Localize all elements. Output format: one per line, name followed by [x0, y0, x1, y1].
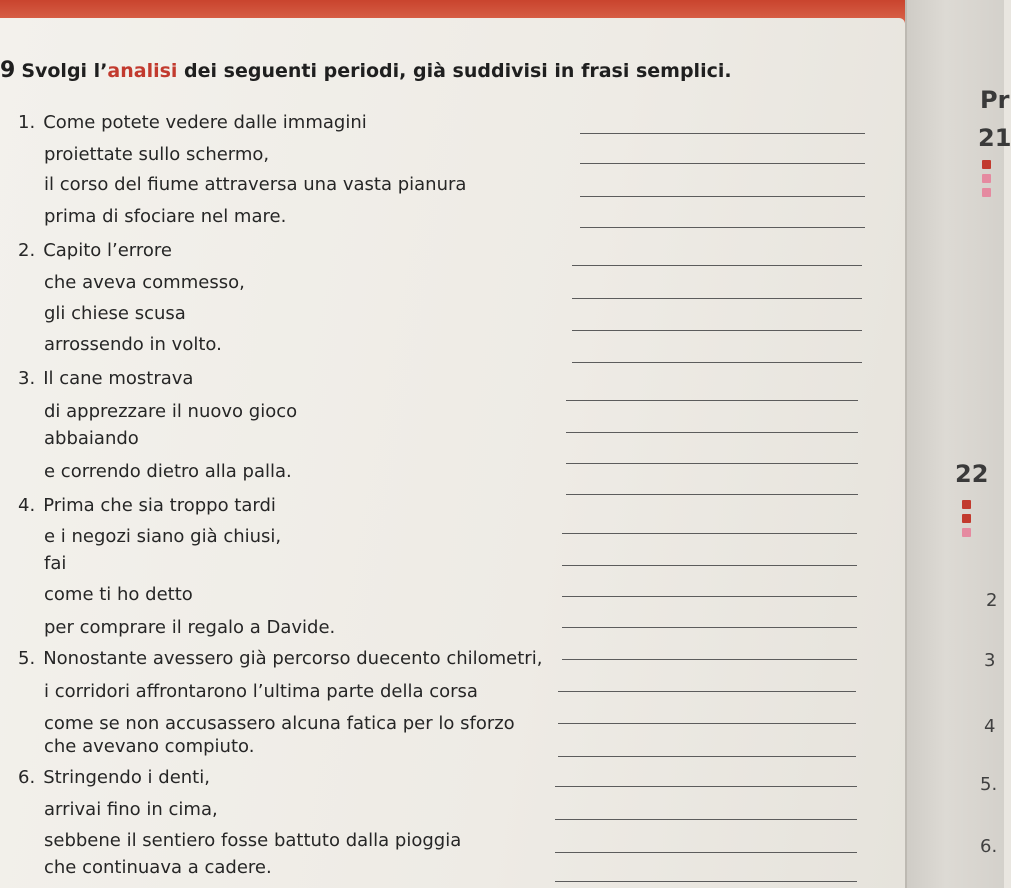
answer-blank[interactable]: [572, 330, 862, 331]
answer-blank[interactable]: [580, 163, 865, 164]
margin-label-4: 4: [984, 716, 996, 737]
answer-blank[interactable]: [562, 565, 857, 566]
item-4-line-1: 4. Prima che sia troppo tardi: [18, 495, 276, 516]
item-6-line-2: arrivai fino in cima,: [44, 799, 218, 820]
item-2-line-4: arrossendo in volto.: [44, 334, 222, 355]
item-4-line-3: fai: [44, 553, 67, 574]
item-1-line-3: il corso del fiume attraversa una vasta pianura: [44, 174, 467, 195]
marker-square: [962, 514, 971, 523]
item-number: 1.: [18, 112, 36, 133]
margin-label-5: 5.: [980, 774, 998, 795]
answer-blank[interactable]: [555, 881, 857, 882]
answer-blank[interactable]: [566, 463, 858, 464]
answer-blank[interactable]: [580, 227, 865, 228]
title-suffix: dei seguenti periodi, già suddivisi in frasi semplici.: [177, 60, 732, 82]
item-5-line-4: che avevano compiuto.: [44, 736, 255, 757]
item-6-line-4: che continuava a cadere.: [44, 857, 272, 878]
margin-label-21: 21: [978, 124, 1011, 152]
item-1-line-1: 1. Come potete vedere dalle immagini: [18, 112, 367, 133]
answer-blank[interactable]: [562, 533, 857, 534]
answer-blank[interactable]: [566, 494, 858, 495]
item-2-line-1: 2. Capito l’errore: [18, 240, 172, 261]
answer-blank[interactable]: [566, 400, 858, 401]
marker-square: [982, 160, 991, 169]
item-2-line-2: che aveva commesso,: [44, 272, 245, 293]
item-6-line-1: 6. Stringendo i denti,: [18, 767, 210, 788]
item-3-line-3: abbaiando: [44, 428, 139, 449]
answer-blank[interactable]: [562, 627, 857, 628]
answer-blank[interactable]: [580, 133, 865, 134]
title-prefix: Svolgi l’: [21, 60, 108, 82]
item-1-line-2: proiettate sullo schermo,: [44, 144, 270, 165]
exercise-number: 9: [0, 58, 16, 83]
item-1-line-4: prima di sfociare nel mare.: [44, 206, 287, 227]
item-5-line-2: i corridori affrontarono l’ultima parte della corsa: [44, 681, 478, 702]
item-4-line-4: come ti ho detto: [44, 584, 193, 605]
answer-blank[interactable]: [555, 852, 857, 853]
marker-square: [982, 188, 991, 197]
exercise-title: [0, 58, 732, 83]
item-6-line-3: sebbene il sentiero fosse battuto dalla pioggia: [44, 830, 462, 851]
answer-blank[interactable]: [572, 298, 862, 299]
item-5-line-3: come se non accusassero alcuna fatica per lo sforzo: [44, 713, 515, 734]
item-4-line-5: per comprare il regalo a Davide.: [44, 617, 336, 638]
margin-label-2: 2: [986, 590, 998, 611]
item-5-line-1: 5. Nonostante avessero già percorso duecento chilometri,: [18, 648, 543, 669]
answer-blank[interactable]: [572, 265, 862, 266]
answer-blank[interactable]: [580, 196, 865, 197]
answer-blank[interactable]: [566, 432, 858, 433]
answer-blank[interactable]: [555, 786, 857, 787]
item-3-line-4: e correndo dietro alla palla.: [44, 461, 292, 482]
answer-blank[interactable]: [572, 362, 862, 363]
margin-label-22: 22: [955, 460, 989, 488]
margin-label-pr: Pr: [980, 86, 1010, 114]
answer-blank[interactable]: [562, 659, 857, 660]
marker-square: [982, 174, 991, 183]
item-4-line-2: e i negozi siano già chiusi,: [44, 526, 282, 547]
item-3-line-1: 3. Il cane mostrava: [18, 368, 194, 389]
margin-label-6: 6.: [980, 836, 998, 857]
item-2-line-3: gli chiese scusa: [44, 303, 186, 324]
marker-square: [962, 500, 971, 509]
answer-blank[interactable]: [558, 756, 856, 757]
title-accent: analisi: [107, 60, 178, 82]
item-3-line-2: di apprezzare il nuovo gioco: [44, 401, 298, 422]
margin-label-3: 3: [984, 650, 996, 671]
answer-blank[interactable]: [562, 596, 857, 597]
answer-blank[interactable]: [558, 691, 856, 692]
answer-blank[interactable]: [558, 723, 856, 724]
marker-square: [962, 528, 971, 537]
answer-blank[interactable]: [555, 819, 857, 820]
